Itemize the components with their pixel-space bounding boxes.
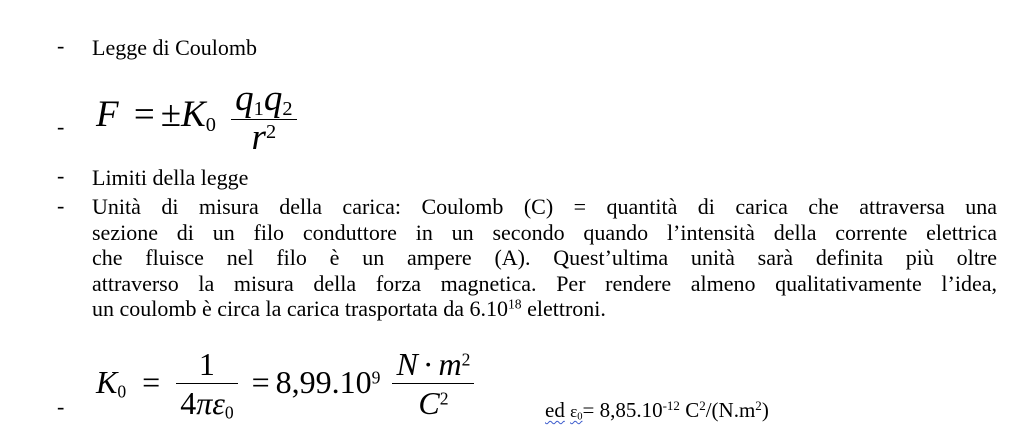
formula-subscript: 0 bbox=[205, 114, 216, 137]
formula-subscript: 0 bbox=[577, 411, 583, 423]
formula-plus-minus: ± bbox=[160, 94, 182, 135]
fraction-bar bbox=[392, 383, 474, 384]
formula-number: 4 bbox=[180, 385, 197, 421]
bullet-marker: - bbox=[57, 163, 65, 188]
exponent: 18 bbox=[507, 296, 522, 312]
bullet-marker: - bbox=[57, 114, 65, 139]
formula-subscript: 2 bbox=[282, 98, 293, 121]
epsilon-symbol bbox=[570, 402, 582, 421]
epsilon-value: = 8,85.10 bbox=[582, 398, 663, 422]
fraction-numerator: 1 bbox=[198, 346, 215, 382]
formula-symbol-k: K bbox=[181, 94, 206, 135]
unit-text: ) bbox=[761, 398, 769, 422]
formula-subscript: 0 bbox=[224, 402, 234, 423]
bullet-marker: - bbox=[57, 193, 65, 218]
k0-formula bbox=[96, 346, 474, 421]
fraction-denominator bbox=[392, 385, 474, 421]
fraction-denominator bbox=[176, 385, 237, 421]
paragraph-line: Unità di misura della carica: Coulomb (C) = quantità di carica che attraversa una bbox=[92, 194, 997, 219]
formula-equals: = bbox=[142, 363, 161, 400]
paragraph-line: che fluisce nel filo è un ampere (A). Quest’ultima unità sarà definita più oltre bbox=[92, 245, 997, 271]
list-item-coulomb-law: Legge di Coulomb bbox=[92, 35, 257, 60]
unit-text: /(N.m bbox=[705, 398, 756, 422]
formula-superscript: 2 bbox=[439, 388, 449, 409]
formula-fraction bbox=[176, 346, 237, 421]
fraction-denominator bbox=[231, 117, 296, 158]
formula-subscript: 0 bbox=[117, 380, 127, 401]
list-item-limits: Limiti della legge bbox=[92, 165, 249, 190]
formula-symbol-c: C bbox=[418, 385, 440, 421]
formula-symbol-epsilon: ε bbox=[570, 402, 578, 421]
spellcheck-word: ed bbox=[545, 398, 565, 422]
paragraph-line: attraverso la misura della forza magnetica. Per rendere almeno qualitativamente l’idea, bbox=[92, 270, 997, 296]
paragraph-text: un coulomb è circa la carica trasportata da 6.10 bbox=[92, 296, 508, 322]
formula-subscript: 1 bbox=[253, 98, 264, 121]
formula-symbol-pi: π bbox=[196, 385, 213, 421]
list-item-unit-of-charge bbox=[92, 194, 997, 322]
paragraph-text: elettroni. bbox=[521, 296, 606, 322]
fraction-numerator bbox=[231, 78, 296, 121]
formula-superscript: 9 bbox=[371, 366, 381, 387]
formula-symbol-r: r bbox=[251, 117, 266, 158]
paragraph-line bbox=[92, 296, 997, 322]
formula-symbol-epsilon: ε bbox=[212, 385, 225, 421]
formula-symbol-q2: q bbox=[263, 78, 283, 119]
formula-symbol-m: m bbox=[438, 346, 462, 382]
formula-dot: · bbox=[422, 346, 434, 382]
formula-symbol-k: K bbox=[96, 363, 118, 400]
coulomb-formula bbox=[96, 78, 297, 158]
formula-symbol-n: N bbox=[396, 346, 418, 382]
unit-text: C bbox=[679, 398, 700, 422]
formula-symbol-q1: q bbox=[235, 78, 254, 119]
bullet-marker: - bbox=[57, 394, 65, 419]
paragraph-line: sezione di un filo conduttore in un secondo quando l’intensità della corrente elettrica bbox=[92, 219, 997, 245]
formula-superscript: 2 bbox=[461, 349, 471, 370]
fraction-bar bbox=[176, 383, 237, 384]
formula-equals: = bbox=[251, 363, 270, 400]
epsilon-zero-note bbox=[545, 398, 769, 424]
formula-fraction bbox=[392, 346, 474, 421]
bullet-marker: - bbox=[57, 33, 65, 58]
exponent: 2 bbox=[699, 397, 706, 413]
exponent: -12 bbox=[662, 397, 680, 413]
formula-superscript: 2 bbox=[265, 120, 277, 143]
formula-equals: = bbox=[133, 94, 155, 135]
formula-symbol-f: F bbox=[96, 94, 119, 135]
fraction-numerator bbox=[392, 346, 474, 382]
exponent: 2 bbox=[755, 397, 762, 413]
formula-value: 8,99.10 bbox=[275, 363, 372, 400]
formula-fraction bbox=[231, 78, 296, 158]
